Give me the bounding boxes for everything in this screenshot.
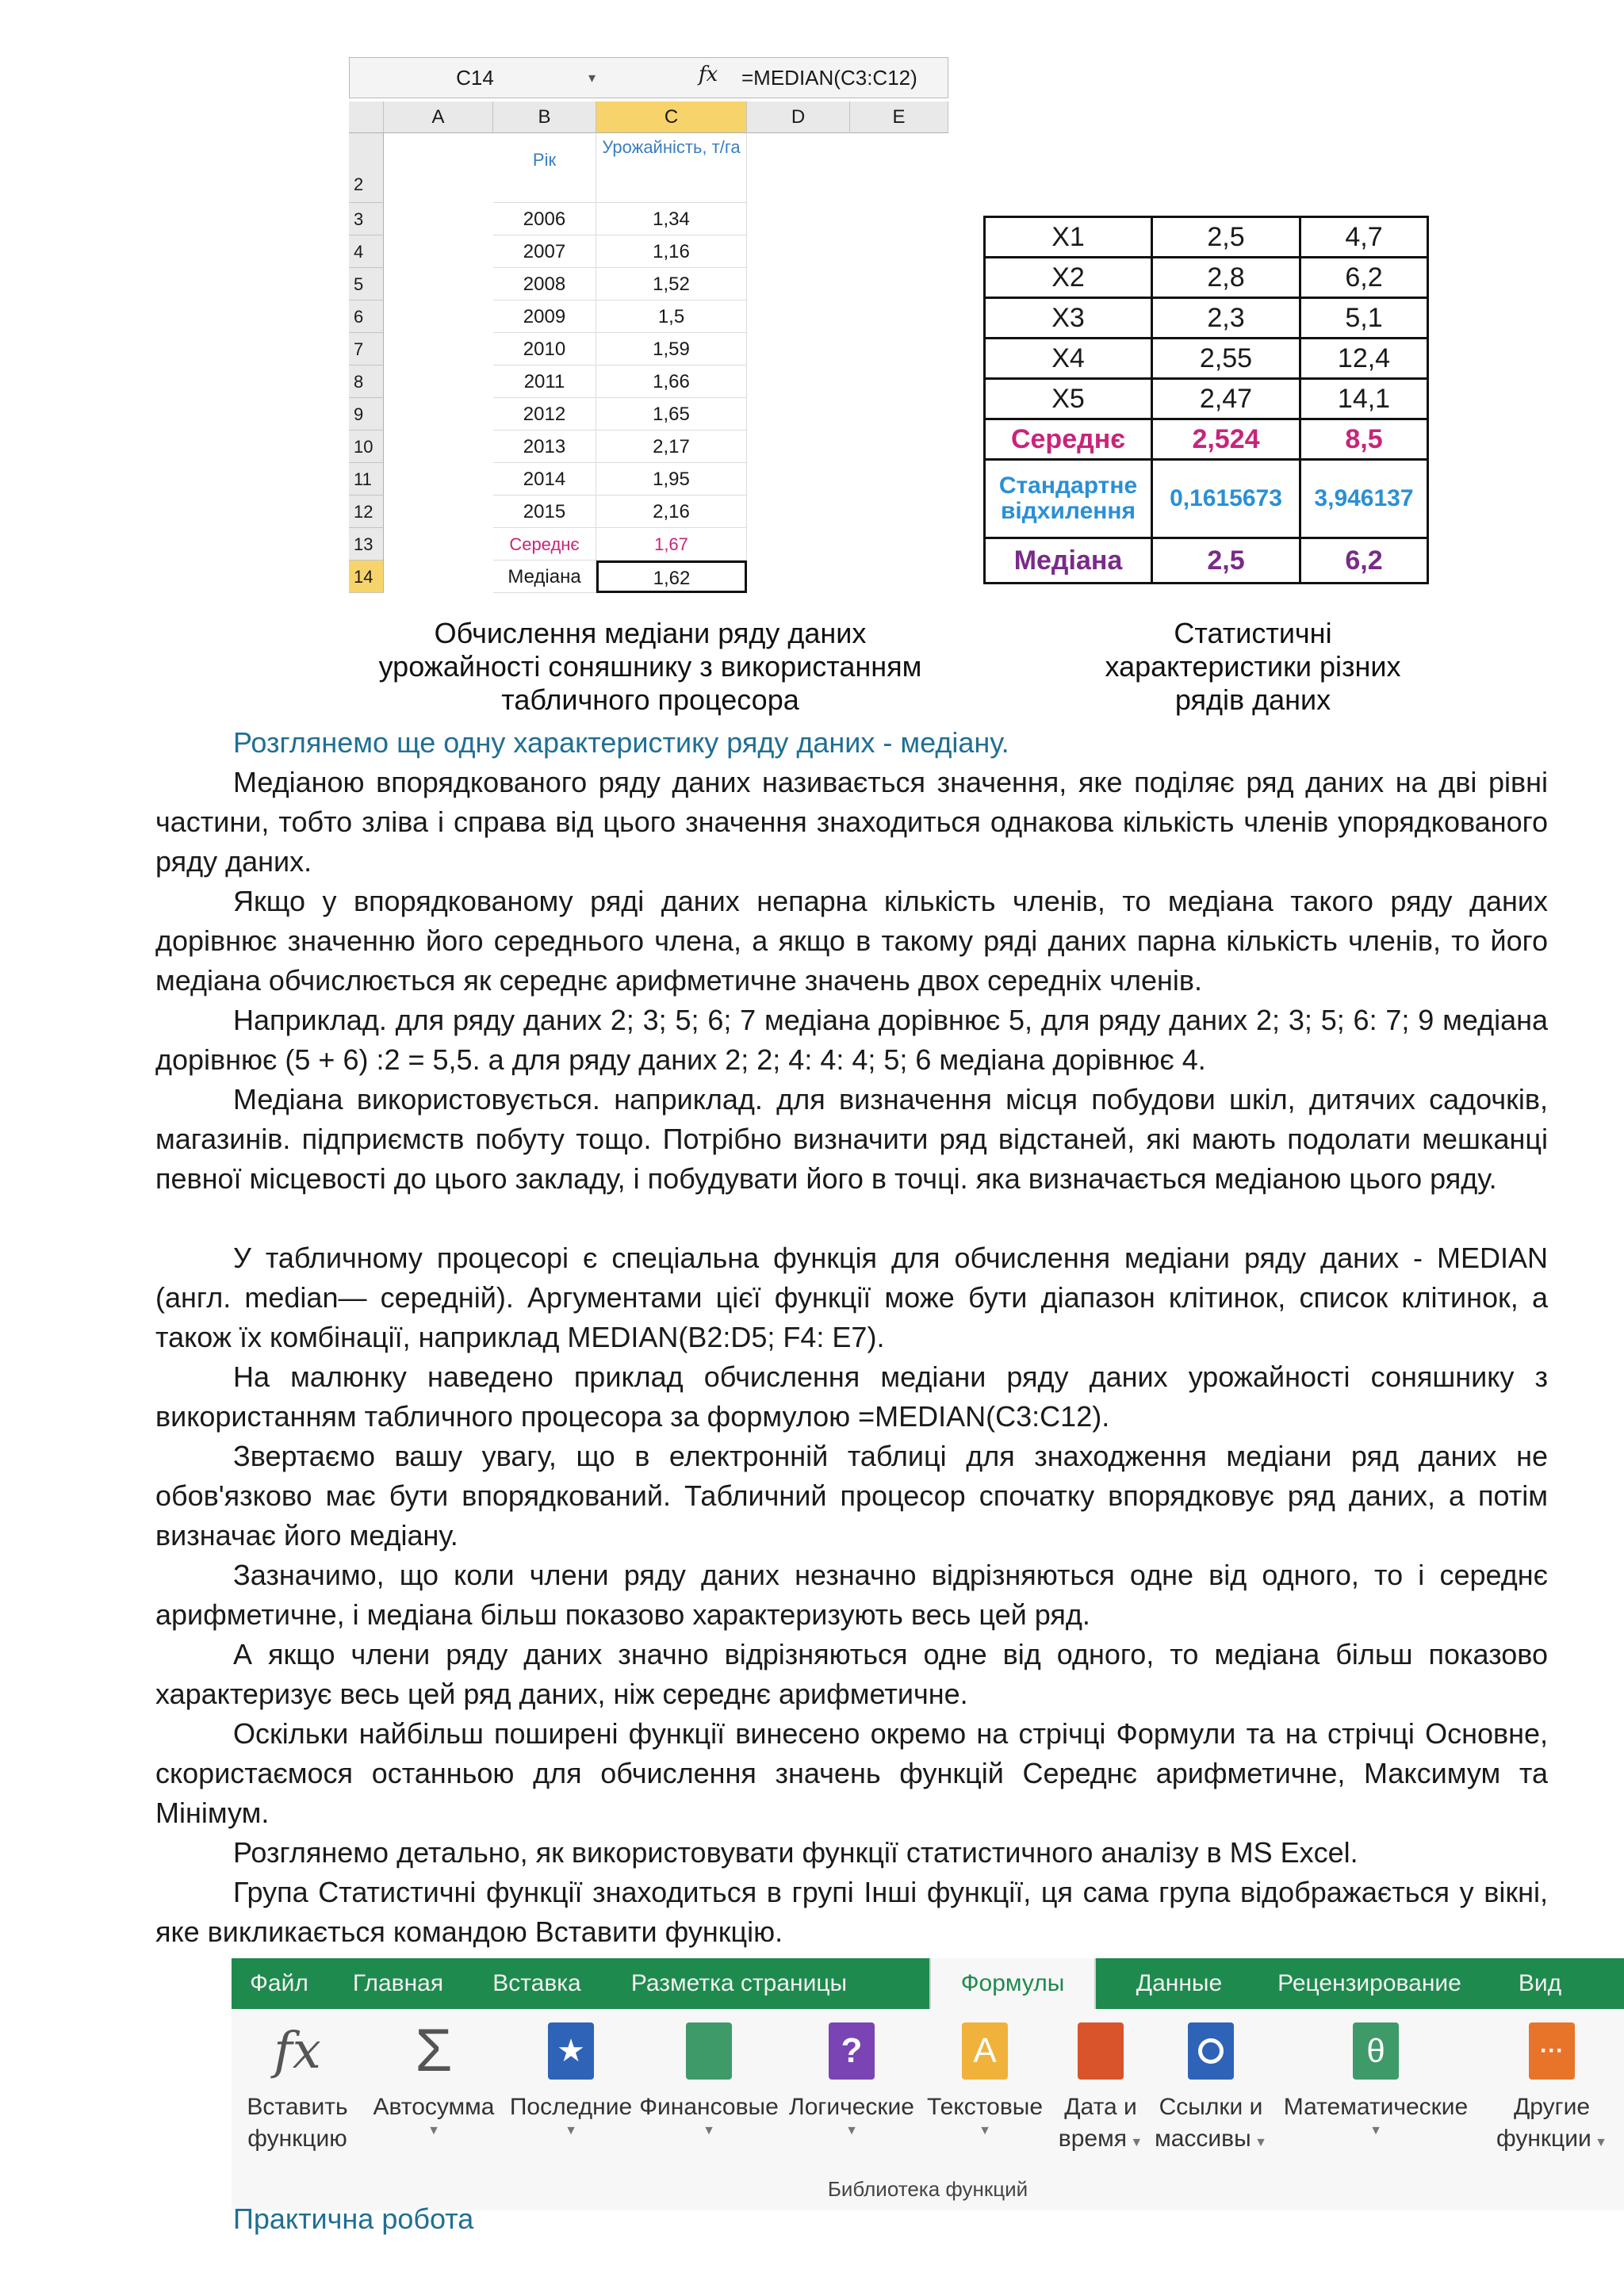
button-label-line — [1151, 2123, 1270, 2159]
lookup-book-icon — [1184, 2020, 1238, 2082]
more-functions-button[interactable] — [1492, 2020, 1611, 2159]
tab-formulas[interactable]: Формулы — [929, 1958, 1096, 2009]
row-header[interactable]: 13 — [349, 528, 384, 561]
paragraph-text: Медіана використовується. наприклад. для визначення місця побудови шкіл, дитячих садочків, магазинів. підприємств побуту тощо. Потрібно визначити ряд відстаней, які мають подолати мешканці певної місцевості до цього закладу, і побудувати його в точці. яка визначається медіаною цього ряду. — [155, 1083, 1548, 1195]
stat-label: X4 — [985, 339, 1152, 379]
section-heading: Розглянемо ще одну характеристику ряду даних - медіану. — [233, 726, 1009, 759]
ribbon-tab-bar — [232, 1958, 1624, 2009]
paragraph-text: А якщо члени ряду даних значно відрізняються одне від одного, то медіана більш показово характеризує весь цей ряд даних, ніж середнє арифметичне. — [155, 1638, 1548, 1710]
cell-median-label[interactable]: Медіана — [493, 561, 596, 593]
paragraph — [155, 882, 1548, 1001]
button-label-line — [1492, 2123, 1611, 2159]
cell-mean-value[interactable]: 1,67 — [596, 528, 747, 561]
date-time-functions-button[interactable] — [1053, 2020, 1148, 2159]
chevron-down-icon: ▼ — [703, 2124, 715, 2137]
paragraph — [155, 1080, 1548, 1199]
row-header[interactable]: 12 — [349, 496, 384, 528]
paragraph — [155, 1437, 1548, 1556]
paragraph-text: Розглянемо детально, як використовувати функції статистичного аналізу в MS Excel. — [233, 1836, 1358, 1869]
row-header-selected[interactable]: 14 — [349, 561, 384, 593]
caption-line: Статистичні — [1174, 617, 1332, 649]
stat-value: 6,2 — [1300, 538, 1428, 584]
stat-value: 2,5 — [1152, 217, 1300, 258]
stat-value: 5,1 — [1300, 298, 1428, 339]
chevron-down-icon: ▼ — [845, 2124, 858, 2137]
stat-value: 2,47 — [1152, 379, 1300, 419]
row-header[interactable]: 5 — [349, 268, 384, 300]
fx-icon: fx — [699, 63, 718, 86]
table-row — [985, 339, 1428, 379]
button-label: Дата и — [1064, 2094, 1137, 2120]
logical-functions-button[interactable] — [782, 2020, 921, 2139]
cell-year[interactable]: 2007 — [493, 235, 596, 268]
cell-year[interactable]: 2006 — [493, 203, 596, 235]
tab-data[interactable]: Данные — [1136, 1970, 1223, 1996]
cell-yield[interactable]: 1,65 — [596, 398, 747, 430]
cell-year[interactable]: 2012 — [493, 398, 596, 430]
chevron-down-icon: ▾ — [588, 70, 596, 86]
paragraph — [155, 1238, 1548, 1357]
cell-year[interactable]: 2014 — [493, 463, 596, 496]
row-header[interactable]: 9 — [349, 398, 384, 430]
star-book-icon: ★ — [544, 2020, 598, 2082]
paragraph-text: Звертаємо вашу увагу, що в електронній таблиці для знаходження медіани ряд даних не обов'язково має бути впорядкований. Табличний процесор спочатку впорядковує ряд даних, а потім визначає його медіану. — [155, 1440, 1548, 1552]
stat-value: 6,2 — [1300, 258, 1428, 298]
select-all-corner[interactable] — [349, 101, 384, 133]
cell-yield[interactable]: 1,34 — [596, 203, 747, 235]
row-header[interactable]: 10 — [349, 430, 384, 463]
caption-line: Обчислення медіани ряду даних — [434, 617, 867, 649]
stat-value: 2,3 — [1152, 298, 1300, 339]
table-row — [985, 217, 1428, 258]
finance-book-icon — [682, 2020, 736, 2082]
paragraph-text: Група Статистичні функції знаходиться в групі Інші функції, ця сама група відображається у вікні, яке викликається командою Вставити функцію. — [155, 1876, 1548, 1948]
paragraph-text: Медіаною впорядкованого ряду даних називається значення, яке поділяє ряд даних на дві рівні частини, тобто зліва і справа від цього значення знаходиться однакова кількість членів упорядкованого ряду даних. — [155, 766, 1548, 878]
text-book-icon: A — [958, 2020, 1012, 2082]
table-row-mean — [985, 419, 1428, 460]
insert-function-button[interactable] — [232, 2020, 363, 2155]
row-header[interactable]: 7 — [349, 333, 384, 365]
tab-insert[interactable]: Вставка — [492, 1970, 581, 1996]
cell-yield[interactable]: 2,16 — [596, 496, 747, 528]
name-box[interactable]: C14 ▾ — [456, 66, 596, 90]
table-row — [985, 379, 1428, 419]
caption-line: урожайності соняшнику з використанням — [378, 650, 922, 683]
tab-view[interactable]: Вид — [1518, 1970, 1562, 1996]
button-label: Последние — [509, 2094, 633, 2120]
chevron-down-icon: ▼ — [1251, 2136, 1267, 2149]
stat-value: 14,1 — [1300, 379, 1428, 419]
paragraph-text: Зазначимо, що коли члени ряду даних незначно відрізняються одне від одного, то і середнє арифметичне, і медіана більш показово характеризують весь цей ряд. — [155, 1559, 1548, 1631]
row-header[interactable]: 6 — [349, 300, 384, 333]
table-row — [985, 258, 1428, 298]
footer-heading: Практична робота — [233, 2202, 474, 2235]
recent-functions-button[interactable] — [508, 2020, 634, 2139]
stat-label: X1 — [985, 217, 1152, 258]
cell-yield[interactable]: 1,59 — [596, 333, 747, 365]
caption-left — [333, 617, 967, 717]
cell-yield[interactable]: 1,95 — [596, 463, 747, 496]
stat-label: X3 — [985, 298, 1152, 339]
stat-value: 2,524 — [1152, 419, 1300, 460]
caption-right — [1031, 617, 1475, 717]
lookup-functions-button[interactable] — [1151, 2020, 1270, 2159]
caption-line: характеристики різних — [1105, 650, 1401, 683]
row-header[interactable]: 3 — [349, 203, 384, 235]
table-row-median — [985, 538, 1428, 584]
column-header-b[interactable]: B — [493, 101, 596, 133]
button-label: функцию — [247, 2126, 347, 2152]
button-label-line — [1053, 2123, 1148, 2159]
paragraph — [155, 1556, 1548, 1635]
stats-table — [983, 216, 1429, 584]
cell-year[interactable]: 2013 — [493, 430, 596, 463]
paragraph — [155, 1714, 1548, 1833]
stat-value: 4,7 — [1300, 217, 1428, 258]
stat-value: 2,5 — [1152, 538, 1300, 584]
financial-functions-button[interactable] — [638, 2020, 780, 2139]
cell-yield[interactable]: 1,52 — [596, 268, 747, 300]
stat-value: 12,4 — [1300, 339, 1428, 379]
caption-line: рядів даних — [1174, 683, 1331, 716]
stat-value: 0,1615673 — [1152, 460, 1300, 538]
column-header-c[interactable]: C — [596, 101, 747, 133]
column-header-d[interactable]: D — [747, 101, 850, 133]
button-label: Финансовые — [639, 2094, 779, 2120]
ribbon-group-label: Библиотека функций — [827, 2177, 1028, 2201]
column-header-e[interactable]: E — [850, 101, 948, 133]
button-label: Ссылки и — [1159, 2094, 1263, 2120]
stat-value: 2,55 — [1152, 339, 1300, 379]
button-label: Текстовые — [926, 2094, 1044, 2120]
paragraph-text: Оскільки найбільш поширені функції винесено окремо на стрічці Формули та на стрічці Основне, скористаємося останньою для обчислення значень функцій Середнє арифметичне, Максимум та Мінімум. — [155, 1717, 1548, 1829]
sigma-icon: Σ — [415, 2017, 453, 2084]
row-header[interactable]: 11 — [349, 463, 384, 496]
row-header[interactable]: 8 — [349, 365, 384, 398]
table-row — [985, 298, 1428, 339]
tab-file[interactable]: Файл — [250, 1970, 308, 1996]
button-label: Вставить — [247, 2094, 348, 2120]
paragraph — [155, 1873, 1548, 1952]
stat-value: 2,8 — [1152, 258, 1300, 298]
tab-home[interactable]: Главная — [352, 1970, 444, 1996]
cell-yield-header[interactable]: Урожайність, т/га — [596, 133, 747, 203]
stat-label: Середнє — [985, 419, 1152, 460]
paragraph-text: На малюнку наведено приклад обчислення медіани ряду даних урожайності соняшнику з використанням табличного процесора за формулою =MEDIAN(C3:C12). — [155, 1360, 1548, 1433]
paragraph-text: Наприклад. для ряду даних 2; 3; 5; 6; 7 медіана дорівнює 5, для ряду даних 2; 3; 5; 6: 7; 9 медіана дорівнює (5 + 6) :2 = 5,5. а для ряду даних 2; 2; 4: 4: 4; 5; 6 медіана дорівнює 4. — [155, 1004, 1548, 1076]
table-row-std — [985, 460, 1428, 538]
paragraph — [155, 1001, 1548, 1080]
stat-label: X5 — [985, 379, 1152, 419]
button-label: Логические — [789, 2094, 914, 2120]
chevron-down-icon: ▼ — [1591, 2136, 1608, 2149]
button-label: Математические — [1283, 2094, 1469, 2120]
fx-icon: fx — [274, 2022, 321, 2080]
chevron-down-icon: ▼ — [565, 2124, 577, 2137]
row-header[interactable]: 2 — [349, 133, 384, 203]
stat-value: 8,5 — [1300, 419, 1428, 460]
cell-year[interactable]: 2011 — [493, 365, 596, 398]
calendar-book-icon — [1074, 2020, 1128, 2082]
paragraph — [155, 1833, 1548, 1873]
button-label: время — [1058, 2126, 1127, 2152]
tab-page-layout[interactable]: Разметка страницы — [630, 1970, 848, 1996]
stat-label: X2 — [985, 258, 1152, 298]
stat-label: Стандартне відхилення — [985, 460, 1152, 538]
question-book-icon: ? — [825, 2020, 879, 2082]
formula-bar — [349, 57, 948, 98]
cell-yield[interactable]: 1,66 — [596, 365, 747, 398]
cell-yield[interactable]: 2,17 — [596, 430, 747, 463]
cell-year[interactable]: 2009 — [493, 300, 596, 333]
excel-screenshot — [349, 57, 948, 604]
math-functions-button[interactable] — [1277, 2020, 1475, 2139]
button-label: Автосумма — [373, 2094, 495, 2120]
cell-yield[interactable]: 1,16 — [596, 235, 747, 268]
cell-year[interactable]: 2008 — [493, 268, 596, 300]
stat-value: 3,946137 — [1300, 460, 1428, 538]
more-book-icon: ··· — [1525, 2020, 1579, 2082]
paragraph-text: Якщо у впорядкованому ряді даних непарна кількість членів, то медіана такого ряду даних дорівнює значенню його середнього члена, а якщо в такому ряді даних парна кількість членів, то його медіана обчислюється як середнє арифметичне значень двох середніх членів. — [155, 885, 1548, 997]
cell-mean-label[interactable]: Середнє — [493, 528, 596, 561]
chevron-down-icon: ▼ — [979, 2124, 991, 2137]
excel-ribbon — [232, 1958, 1624, 2210]
row-header[interactable]: 4 — [349, 235, 384, 268]
chevron-down-icon: ▼ — [427, 2124, 440, 2137]
cell-median-selected[interactable]: 1,62 — [596, 561, 747, 593]
column-header-a[interactable]: A — [384, 101, 493, 133]
autosum-button[interactable] — [366, 2017, 501, 2139]
cell-yield[interactable]: 1,5 — [596, 300, 747, 333]
chevron-down-icon: ▼ — [1126, 2136, 1143, 2149]
tab-review[interactable]: Рецензирование — [1277, 1970, 1461, 1996]
paragraph-text: У табличному процесорі є спеціальна функція для обчислення медіани ряду даних - MEDIAN (англ. median— середній). Аргументами цієї функції може бути діапазон клітинок, список клітинок, а також їх комбінації, наприклад MEDIAN(B2:D5; F4: E7). — [155, 1242, 1548, 1353]
paragraph — [155, 1357, 1548, 1437]
button-label: функции — [1496, 2126, 1591, 2152]
caption-line: табличного процесора — [501, 683, 799, 716]
paragraph — [155, 763, 1548, 882]
formula-text[interactable]: =MEDIAN(C3:C12) — [741, 66, 917, 90]
stat-label: Медіана — [985, 538, 1152, 584]
paragraph — [155, 1635, 1548, 1714]
cell-year-header[interactable]: Рік — [493, 133, 596, 203]
text-functions-button[interactable] — [921, 2020, 1048, 2139]
button-label: массивы — [1155, 2126, 1251, 2152]
button-label: Другие — [1513, 2094, 1591, 2120]
chevron-down-icon: ▼ — [1369, 2124, 1382, 2137]
cell-year[interactable]: 2010 — [493, 333, 596, 365]
theta-book-icon: θ — [1349, 2020, 1403, 2082]
cell-year[interactable]: 2015 — [493, 496, 596, 528]
